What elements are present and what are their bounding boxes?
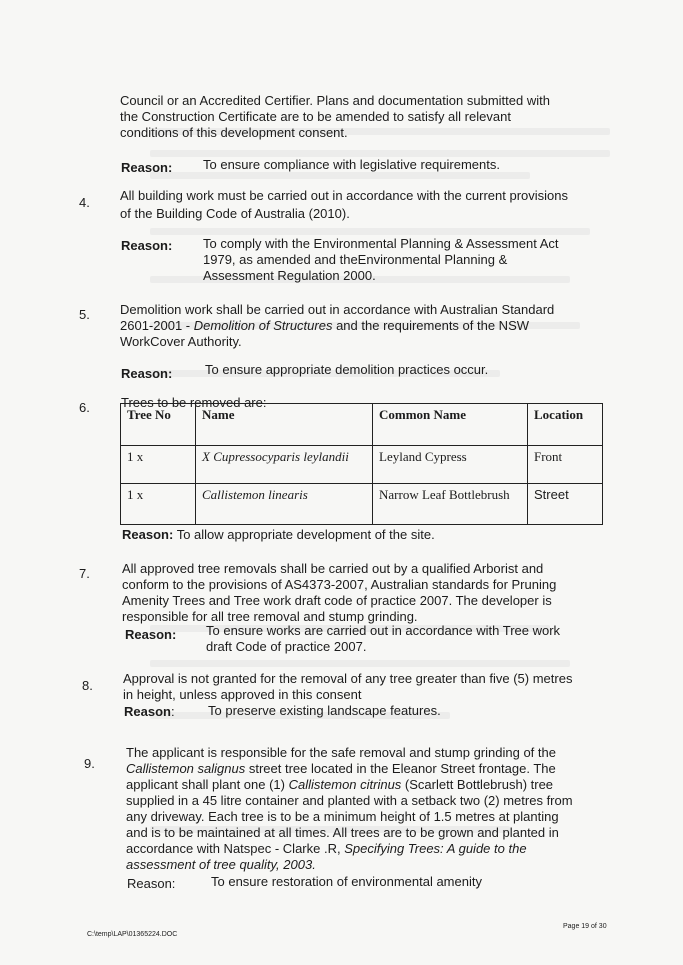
species-name: Callistemon citrinus (288, 777, 402, 792)
condition-number: 9. (84, 756, 95, 771)
condition-4-line: All building work must be carried out in accordance with the current provisions (120, 188, 568, 203)
reason-label: Reason: (121, 160, 173, 175)
condition-9-line: Callistemon salignus street tree located in the Eleanor Street frontage. The (126, 761, 556, 776)
condition-9-line: and is to be maintained at all times. All trees are to be grown and planted in (126, 825, 559, 840)
condition-9-line: accordance with Natspec - Clarke .R, Specifying Trees: A guide to the (126, 841, 527, 856)
cell-name: Callistemon linearis (196, 484, 373, 525)
cell-common-name: Narrow Leaf Bottlebrush (373, 484, 528, 525)
reference-title: assessment of tree quality, 2003. (126, 857, 316, 872)
condition-number: 6. (79, 400, 90, 415)
condition-3-line: conditions of this development consent. (120, 125, 348, 140)
cell-name: X Cupressocyparis leylandii (196, 446, 373, 484)
condition-9-line: supplied in a 45 litre container and planted with a setback two (2) metres from (126, 793, 573, 808)
condition-7-line: Amenity Trees and Tree work draft code of practice 2007. The developer is (122, 593, 552, 608)
cell-location: Front (528, 446, 603, 484)
reason-text: To preserve existing landscape features. (208, 703, 441, 718)
reason-text: To ensure appropriate demolition practices occur. (205, 362, 489, 377)
reason-label: Reason: (125, 627, 177, 642)
cell-location: Street (528, 484, 603, 525)
table-header-row (121, 404, 603, 446)
header-location: Location (528, 404, 603, 446)
reason-label: Reason: (121, 366, 173, 381)
reason-text: 1979, as amended and theEnvironmental Planning & (203, 252, 508, 267)
condition-3-line: Council or an Accredited Certifier. Plans and documentation submitted with (120, 93, 550, 108)
reason-text: To ensure compliance with legislative requirements. (203, 157, 500, 172)
reason-text: Assessment Regulation 2000. (203, 268, 376, 283)
reason-text: draft Code of practice 2007. (206, 639, 367, 654)
table-row (121, 446, 603, 484)
header-common-name: Common Name (373, 404, 528, 446)
trees-table (120, 403, 603, 525)
condition-9-line: any driveway. Each tree is to be a minimum height of 1.5 metres at planting (126, 809, 559, 824)
reason-text: To ensure restoration of environmental amenity (211, 874, 482, 889)
cell-tree-no: 1 x (121, 446, 196, 484)
species-name: Callistemon salignus (126, 761, 246, 776)
condition-3-line: the Construction Certificate are to be amended to satisfy all relevant (120, 109, 511, 124)
condition-7-line: All approved tree removals shall be carried out by a qualified Arborist and (122, 561, 544, 576)
condition-4-line: of the Building Code of Australia (2010). (120, 206, 350, 221)
condition-8-line: Approval is not granted for the removal of any tree greater than five (5) metres (123, 671, 573, 686)
reference-title: Specifying Trees: A guide to the (344, 841, 527, 856)
reason-text: To ensure works are carried out in accordance with Tree work (206, 623, 561, 638)
condition-number: 7. (79, 566, 90, 581)
condition-8-line: in height, unless approved in this consent (123, 687, 362, 702)
reason-label: Reason: (121, 238, 173, 253)
condition-5-line: Demolition work shall be carried out in accordance with Australian Standard (120, 302, 555, 317)
cell-common-name: Leyland Cypress (373, 446, 528, 484)
condition-number: 4. (79, 195, 90, 210)
header-tree-no: Tree No (121, 404, 196, 446)
reason-label: Reason: (122, 527, 174, 542)
condition-number: 8. (82, 678, 93, 693)
reason-label: Reason: (124, 704, 175, 719)
condition-9-line: applicant shall plant one (1) Callistemon citrinus (Scarlett Bottlebrush) tree (126, 777, 554, 792)
condition-7-line: responsible for all tree removal and stump grinding. (122, 609, 418, 624)
cell-tree-no: 1 x (121, 484, 196, 525)
condition-5-line: WorkCover Authority. (120, 334, 242, 349)
table-row (121, 484, 603, 525)
reason-text: To allow appropriate development of the site. (176, 527, 435, 542)
condition-number: 5. (79, 307, 90, 322)
condition-5-line: 2601-2001 - Demolition of Structures and the requirements of the NSW (120, 318, 530, 333)
condition-9-line: The applicant is responsible for the safe removal and stump grinding of the (126, 745, 556, 760)
footer-page-number: Page 19 of 30 (563, 923, 607, 930)
footer-file-path: C:\temp\LAP\01365224.DOC (87, 931, 178, 938)
condition-6-intro: Trees to be removed are: (121, 395, 267, 410)
reason-text: To comply with the Environmental Planning & Assessment Act (203, 236, 559, 251)
condition-6-reason (122, 527, 435, 543)
reason-label: Reason: (127, 876, 176, 891)
header-name: Name (196, 404, 373, 446)
standard-title: Demolition of Structures (193, 318, 333, 333)
condition-7-line: conform to the provisions of AS4373-2007, Australian standards for Pruning (122, 577, 557, 592)
